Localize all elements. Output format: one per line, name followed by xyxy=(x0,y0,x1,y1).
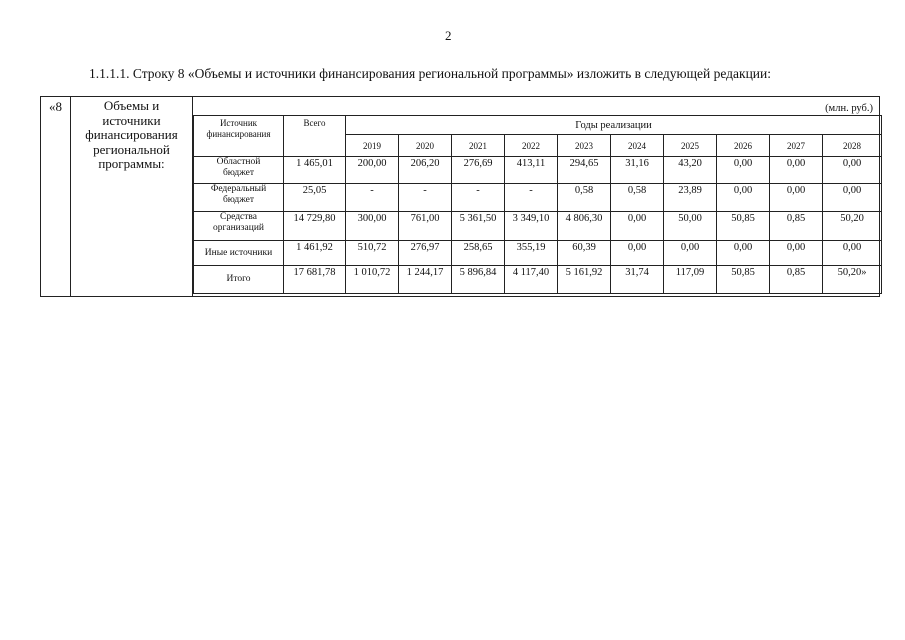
source-cell xyxy=(194,157,284,184)
total-cell: 17 681,78 xyxy=(284,266,346,294)
program-row-frame xyxy=(40,96,880,297)
value-cell: 0,58 xyxy=(611,184,664,212)
value-cell: 5 361,50 xyxy=(452,212,505,241)
value-cell: 50,20» xyxy=(823,266,882,294)
row-number: «8 xyxy=(41,97,71,296)
value-cell: 0,85 xyxy=(770,212,823,241)
table-row xyxy=(194,157,882,184)
year-header: 2028 xyxy=(823,135,882,157)
year-header: 2019 xyxy=(346,135,399,157)
value-cell: 276,69 xyxy=(452,157,505,184)
amendment-intro-text: 1.1.1.1. Строку 8 «Объемы и источники финансирования региональной программы» изложить в следующей редакции: xyxy=(89,66,771,81)
row-title-line: программы: xyxy=(98,156,165,171)
table-row xyxy=(194,241,882,266)
value-cell: 50,20 xyxy=(823,212,882,241)
value-cell: 0,00 xyxy=(611,212,664,241)
year-header: 2020 xyxy=(399,135,452,157)
source-header-line: финансирования xyxy=(206,129,271,139)
year-header: 2021 xyxy=(452,135,505,157)
year-header: 2023 xyxy=(558,135,611,157)
source-header xyxy=(194,116,284,157)
source-line: организаций xyxy=(212,223,264,233)
units-label: (млн. руб.) xyxy=(825,103,873,114)
value-cell: 0,58 xyxy=(558,184,611,212)
value-cell: - xyxy=(346,184,399,212)
value-cell: 5 896,84 xyxy=(452,266,505,294)
year-header: 2027 xyxy=(770,135,823,157)
value-cell: 23,89 xyxy=(664,184,717,212)
value-cell: 0,00 xyxy=(717,241,770,266)
value-cell: 4 806,30 xyxy=(558,212,611,241)
source-header-line: Источник xyxy=(219,118,258,128)
total-header: Всего xyxy=(284,116,346,157)
value-cell: 0,00 xyxy=(717,157,770,184)
value-cell: 5 161,92 xyxy=(558,266,611,294)
value-cell: 206,20 xyxy=(399,157,452,184)
years-header: Годы реализации xyxy=(346,116,882,135)
source-cell xyxy=(194,241,284,266)
value-cell: 258,65 xyxy=(452,241,505,266)
value-cell: 0,00 xyxy=(823,241,882,266)
value-cell: 355,19 xyxy=(505,241,558,266)
year-header: 2026 xyxy=(717,135,770,157)
value-cell: 0,00 xyxy=(770,241,823,266)
value-cell: 43,20 xyxy=(664,157,717,184)
year-header: 2025 xyxy=(664,135,717,157)
value-cell: 0,85 xyxy=(770,266,823,294)
value-cell: 4 117,40 xyxy=(505,266,558,294)
value-cell: 0,00 xyxy=(770,157,823,184)
source-line: Областной xyxy=(216,157,261,167)
source-line: Итого xyxy=(226,274,251,284)
value-cell: 1 010,72 xyxy=(346,266,399,294)
source-line: бюджет xyxy=(222,168,255,178)
value-cell: 413,11 xyxy=(505,157,558,184)
value-cell: 761,00 xyxy=(399,212,452,241)
value-cell: 276,97 xyxy=(399,241,452,266)
table-row xyxy=(194,184,882,212)
value-cell: 3 349,10 xyxy=(505,212,558,241)
value-cell: - xyxy=(452,184,505,212)
total-cell: 25,05 xyxy=(284,184,346,212)
source-cell xyxy=(194,212,284,241)
value-cell: 117,09 xyxy=(664,266,717,294)
total-cell: 14 729,80 xyxy=(284,212,346,241)
value-cell: 50,85 xyxy=(717,266,770,294)
row-title-line: финансирования xyxy=(85,127,178,142)
total-cell: 1 465,01 xyxy=(284,157,346,184)
table-row xyxy=(194,266,882,294)
value-cell: 294,65 xyxy=(558,157,611,184)
financing-table xyxy=(193,115,882,294)
source-line: бюджет xyxy=(222,195,255,205)
table-row xyxy=(194,212,882,241)
year-header: 2024 xyxy=(611,135,664,157)
row-title-line: Объемы и xyxy=(103,98,160,113)
year-header: 2022 xyxy=(505,135,558,157)
value-cell: 50,00 xyxy=(664,212,717,241)
page-number: 2 xyxy=(445,28,452,43)
value-cell: 50,85 xyxy=(717,212,770,241)
value-cell: 0,00 xyxy=(823,157,882,184)
total-cell: 1 461,92 xyxy=(284,241,346,266)
source-line: Федеральный xyxy=(210,184,267,194)
source-cell xyxy=(194,184,284,212)
source-line: Иные источники xyxy=(204,247,273,258)
row-title xyxy=(71,97,193,296)
value-cell: 200,00 xyxy=(346,157,399,184)
value-cell: 1 244,17 xyxy=(399,266,452,294)
value-cell: 0,00 xyxy=(770,184,823,212)
value-cell: 510,72 xyxy=(346,241,399,266)
source-cell xyxy=(194,266,284,294)
value-cell: 31,74 xyxy=(611,266,664,294)
value-cell: 0,00 xyxy=(823,184,882,212)
value-cell: - xyxy=(505,184,558,212)
value-cell: - xyxy=(399,184,452,212)
value-cell: 60,39 xyxy=(558,241,611,266)
value-cell: 300,00 xyxy=(346,212,399,241)
value-cell: 0,00 xyxy=(611,241,664,266)
value-cell: 0,00 xyxy=(664,241,717,266)
value-cell: 31,16 xyxy=(611,157,664,184)
row-title-line: источники xyxy=(102,112,161,128)
value-cell: 0,00 xyxy=(717,184,770,212)
row-title-line: региональной xyxy=(93,141,170,157)
source-line: Средства xyxy=(220,212,257,222)
